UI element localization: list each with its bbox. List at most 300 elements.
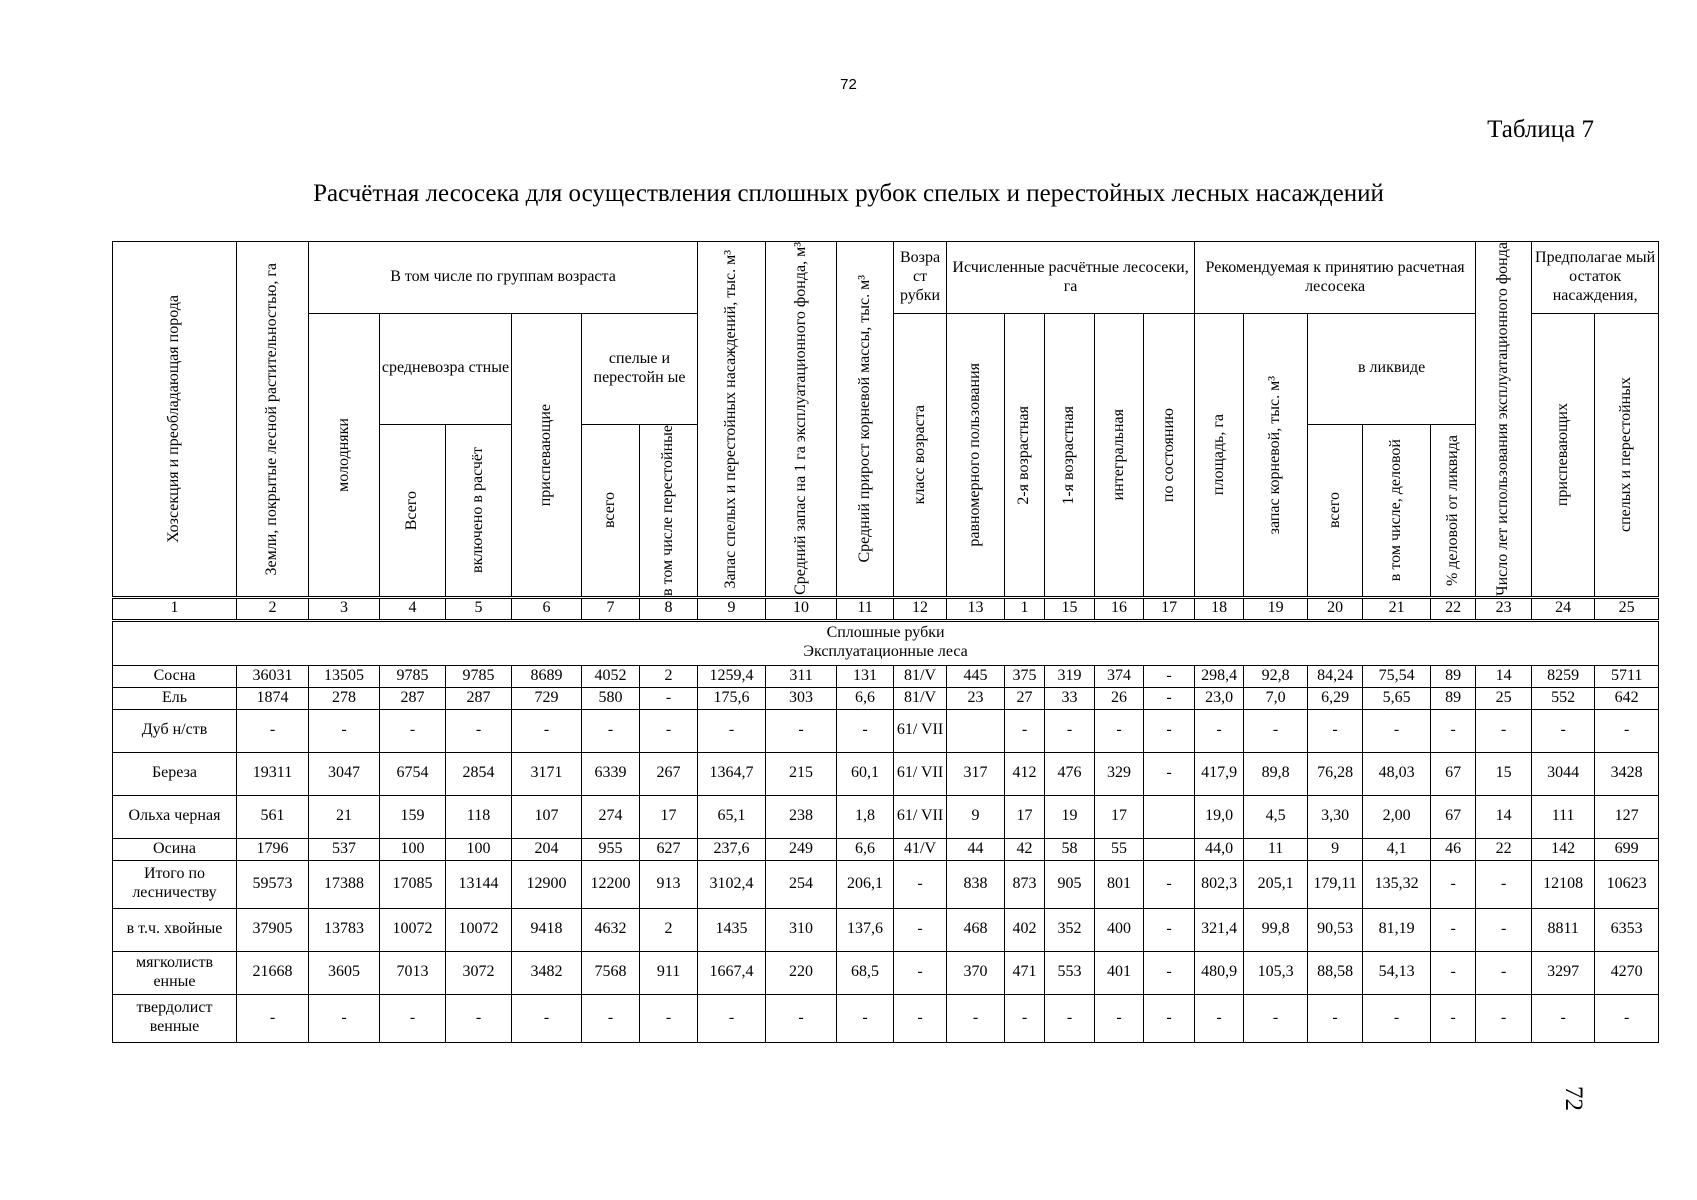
table-cell: -	[894, 860, 947, 908]
table-cell: -	[1144, 687, 1195, 709]
table-cell: 44,0	[1195, 838, 1244, 860]
table-cell: 205,1	[1244, 860, 1308, 908]
column-number: 7	[582, 597, 640, 620]
header-integral: интегральная	[1095, 314, 1144, 598]
table-cell: 33	[1045, 687, 1095, 709]
table-cell: 5711	[1595, 665, 1659, 687]
table-cell	[947, 709, 1005, 752]
table-cell: 6,29	[1308, 687, 1363, 709]
table-cell: 61/ VII	[894, 709, 947, 752]
table-cell: 1796	[237, 838, 309, 860]
table-cell: 370	[947, 951, 1005, 994]
table-cell: -	[1144, 752, 1195, 795]
table-cell: -	[237, 994, 309, 1042]
table-cell: -	[512, 709, 582, 752]
table-title: Расчётная лесосека для осуществления сплошных рубок спелых и перестойных лесных насаждений	[313, 180, 1384, 207]
table-cell: 4,5	[1244, 795, 1308, 838]
column-number: 10	[766, 597, 837, 620]
header-area: площадь, га	[1195, 314, 1244, 598]
table-cell: 2	[640, 908, 698, 951]
header-liquid: в ликвиде	[1308, 314, 1476, 425]
table-cell: 3605	[309, 951, 380, 994]
table-cell: 476	[1045, 752, 1095, 795]
row-label: Сосна	[113, 665, 237, 687]
table-cell: 19	[1045, 795, 1095, 838]
table-cell: 11	[1244, 838, 1308, 860]
table-cell: -	[894, 994, 947, 1042]
column-number: 8	[640, 597, 698, 620]
table-cell: 1667,4	[698, 951, 766, 994]
header-business-percent: % деловой от ликвида	[1431, 424, 1476, 597]
table-row	[113, 795, 1659, 838]
table-cell: -	[894, 951, 947, 994]
table-cell: 905	[1045, 860, 1095, 908]
table-cell: 642	[1595, 687, 1659, 709]
table-cell: 215	[766, 752, 837, 795]
table-cell: 89	[1431, 665, 1476, 687]
table-cell: -	[640, 994, 698, 1042]
column-number: 11	[837, 597, 894, 620]
header-remainder: Предполагае мый остаток насаждения,	[1532, 242, 1659, 314]
row-label: в т.ч. хвойные	[113, 908, 237, 951]
table-cell: -	[1195, 709, 1244, 752]
table-cell: 42	[1005, 838, 1045, 860]
table-cell: 23,0	[1195, 687, 1244, 709]
row-label: Ель	[113, 687, 237, 709]
table-cell: -	[1144, 908, 1195, 951]
column-number: 22	[1431, 597, 1476, 620]
table-cell: 3428	[1595, 752, 1659, 795]
table-cell: 8811	[1532, 908, 1595, 951]
table-cell: 206,1	[837, 860, 894, 908]
row-label: Береза	[113, 752, 237, 795]
table-cell: -	[309, 709, 380, 752]
table-cell: 4632	[582, 908, 640, 951]
table-cell: 287	[446, 687, 512, 709]
table-cell: 61/ VII	[894, 795, 947, 838]
table-cell: -	[1476, 994, 1532, 1042]
table-cell: -	[446, 709, 512, 752]
table-cell	[1144, 838, 1195, 860]
table-cell: 12108	[1532, 860, 1595, 908]
header-age-class: класс возраста	[894, 314, 947, 598]
table-cell: -	[1144, 665, 1195, 687]
table-cell: 3102,4	[698, 860, 766, 908]
table-cell: 13505	[309, 665, 380, 687]
table-cell: 204	[512, 838, 582, 860]
table-cell: 3297	[1532, 951, 1595, 994]
table-cell: 131	[837, 665, 894, 687]
table-cell: -	[582, 994, 640, 1042]
table-cell: 60,1	[837, 752, 894, 795]
table-cell: 159	[380, 795, 446, 838]
column-number: 20	[1308, 597, 1363, 620]
table-row	[113, 994, 1659, 1042]
column-number: 2	[237, 597, 309, 620]
table-cell	[1144, 795, 1195, 838]
row-label: твердолист венные	[113, 994, 237, 1042]
table-cell: -	[1431, 951, 1476, 994]
table-cell: -	[1308, 994, 1363, 1042]
table-cell: 913	[640, 860, 698, 908]
table-cell: 88,58	[1308, 951, 1363, 994]
table-cell: -	[1144, 860, 1195, 908]
table-cell: 137,6	[837, 908, 894, 951]
table-cell: 802,3	[1195, 860, 1244, 908]
table-cell: 89,8	[1244, 752, 1308, 795]
table-cell: 8259	[1532, 665, 1595, 687]
header-years-use: Число лет использования эксплуатационного фонда	[1476, 242, 1532, 598]
header-avg-growth: Средний прирост корневой массы, тыс. м³	[837, 242, 894, 598]
table-cell: 471	[1005, 951, 1045, 994]
table-cell: 911	[640, 951, 698, 994]
header-overmature: в том числе перестойные	[640, 424, 698, 597]
table-cell: 873	[1005, 860, 1045, 908]
column-number: 15	[1045, 597, 1095, 620]
table-cell: -	[640, 687, 698, 709]
header-age-groups: В том числе по группам возраста	[309, 242, 698, 314]
table-cell: 23	[947, 687, 1005, 709]
page-number-top: 72	[840, 76, 857, 93]
table-row	[113, 838, 1659, 860]
table-cell: 445	[947, 665, 1005, 687]
column-number: 19	[1244, 597, 1308, 620]
table-cell: 127	[1595, 795, 1659, 838]
table-cell: 1259,4	[698, 665, 766, 687]
table-cell: 6,6	[837, 687, 894, 709]
header-avg-stock: Средний запас на 1 га эксплуатационного фонда, м³	[766, 242, 837, 598]
column-number-row	[113, 597, 1659, 620]
table-cell: 12900	[512, 860, 582, 908]
header-even-use: равномерного пользования	[947, 314, 1005, 598]
table-cell: 627	[640, 838, 698, 860]
table-cell: 67	[1431, 795, 1476, 838]
table-cell: 1,8	[837, 795, 894, 838]
column-number: 5	[446, 597, 512, 620]
section-heading-row	[113, 620, 1659, 665]
table-cell: 468	[947, 908, 1005, 951]
table-cell: 298,4	[1195, 665, 1244, 687]
column-number: 4	[380, 597, 446, 620]
column-number: 1	[113, 597, 237, 620]
table-cell: 4270	[1595, 951, 1659, 994]
header-cutting-age: Возра ст рубки	[894, 242, 947, 314]
table-cell: 61/ VII	[894, 752, 947, 795]
table-cell: 5,65	[1363, 687, 1431, 709]
table-cell: 699	[1595, 838, 1659, 860]
table-cell: 9	[947, 795, 1005, 838]
table-cell: -	[837, 709, 894, 752]
table-cell: 142	[1532, 838, 1595, 860]
table-cell: 105,3	[1244, 951, 1308, 994]
table-cell: 21	[309, 795, 380, 838]
table-row	[113, 709, 1659, 752]
section-forest-category: Эксплуатационные леса	[803, 643, 968, 661]
table-cell: 274	[582, 795, 640, 838]
table-cell: 3,30	[1308, 795, 1363, 838]
table-cell: 13144	[446, 860, 512, 908]
column-number: 18	[1195, 597, 1244, 620]
table-cell: 278	[309, 687, 380, 709]
table-cell: 17	[1095, 795, 1144, 838]
table-cell: -	[1308, 709, 1363, 752]
table-cell: 3072	[446, 951, 512, 994]
table-cell: 838	[947, 860, 1005, 908]
table-cell: 4,1	[1363, 838, 1431, 860]
table-cell: 84,24	[1308, 665, 1363, 687]
table-cell: -	[1244, 709, 1308, 752]
table-cell: -	[766, 994, 837, 1042]
table-cell: -	[1476, 709, 1532, 752]
table-cell: -	[1431, 860, 1476, 908]
table-row	[113, 665, 1659, 687]
table-cell: 55	[1095, 838, 1144, 860]
table-cell: 68,5	[837, 951, 894, 994]
table-cell: -	[1363, 994, 1431, 1042]
table-cell: 25	[1476, 687, 1532, 709]
column-number: 16	[1095, 597, 1144, 620]
table-cell: -	[837, 994, 894, 1042]
header-mature-stock: Запас спелых и перестойных насаждений, тыс. м³	[698, 242, 766, 598]
table-cell: 352	[1045, 908, 1095, 951]
table-cell: 249	[766, 838, 837, 860]
table-cell: 955	[582, 838, 640, 860]
table-cell: -	[1532, 709, 1595, 752]
table-cell: -	[1431, 994, 1476, 1042]
table-cell: -	[1005, 709, 1045, 752]
table-cell: 99,8	[1244, 908, 1308, 951]
table-cell: 7568	[582, 951, 640, 994]
table-cell: 19,0	[1195, 795, 1244, 838]
column-number: 24	[1532, 597, 1595, 620]
table-cell: -	[1476, 951, 1532, 994]
table-row	[113, 951, 1659, 994]
header-maturing: приспевающие	[512, 314, 582, 598]
table-cell: 36031	[237, 665, 309, 687]
table-cell: 81/V	[894, 665, 947, 687]
section-cut-type: Сплошные рубки	[826, 624, 945, 642]
table-cell: 15	[1476, 752, 1532, 795]
table-cell: -	[237, 709, 309, 752]
column-number: 3	[309, 597, 380, 620]
table-cell: 118	[446, 795, 512, 838]
table-cell: 4052	[582, 665, 640, 687]
table-cell: 254	[766, 860, 837, 908]
table-cell: -	[309, 994, 380, 1042]
header-middle-aged: средневозра стные	[380, 314, 512, 425]
table-cell: 46	[1431, 838, 1476, 860]
header-calculated-cuts: Исчисленные расчётные лесосеки, га	[947, 242, 1195, 314]
table-cell: 801	[1095, 860, 1144, 908]
table-cell: -	[1532, 994, 1595, 1042]
table-cell: 729	[512, 687, 582, 709]
header-recommended-cut: Рекомендуемая к принятию расчетная лесосека	[1195, 242, 1476, 314]
table-cell: 76,28	[1308, 752, 1363, 795]
table-cell: -	[1045, 709, 1095, 752]
table-cell: 21668	[237, 951, 309, 994]
table-cell: -	[1095, 994, 1144, 1042]
table-cell: 17	[1005, 795, 1045, 838]
table-cell: 9418	[512, 908, 582, 951]
header-middle-total: Всего	[380, 424, 446, 597]
table-cell: 14	[1476, 665, 1532, 687]
table-cell: -	[380, 709, 446, 752]
table-cell: 92,8	[1244, 665, 1308, 687]
table-cell: 552	[1532, 687, 1595, 709]
table-cell: 303	[766, 687, 837, 709]
table-cell: -	[1144, 709, 1195, 752]
row-label: мягколиств енные	[113, 951, 237, 994]
table-row	[113, 687, 1659, 709]
table-cell: 6754	[380, 752, 446, 795]
row-label: Осина	[113, 838, 237, 860]
table-cell: 3171	[512, 752, 582, 795]
table-cell: 3047	[309, 752, 380, 795]
table-cell: -	[766, 709, 837, 752]
header-middle-included: включено в расчёт	[446, 424, 512, 597]
header-rem-maturing: приспевающих	[1532, 314, 1595, 598]
column-number: 6	[512, 597, 582, 620]
table-cell: 58	[1045, 838, 1095, 860]
table-cell: -	[1005, 994, 1045, 1042]
column-number: 12	[894, 597, 947, 620]
header-young: молодняки	[309, 314, 380, 598]
table-cell: 59573	[237, 860, 309, 908]
table-cell: 48,03	[1363, 752, 1431, 795]
header-mature-over: спелые и перестойн ые	[582, 314, 698, 425]
table-cell: 10072	[380, 908, 446, 951]
table-cell: -	[1476, 908, 1532, 951]
table-cell: 400	[1095, 908, 1144, 951]
table-cell: 89	[1431, 687, 1476, 709]
table-cell: 75,54	[1363, 665, 1431, 687]
table-cell: -	[640, 709, 698, 752]
table-cell: 12200	[582, 860, 640, 908]
table-cell: 111	[1532, 795, 1595, 838]
table-cell: 10072	[446, 908, 512, 951]
header-liquid-total: всего	[1308, 424, 1363, 597]
table-cell: -	[1363, 709, 1431, 752]
table-cell: -	[1431, 709, 1476, 752]
table-cell: 238	[766, 795, 837, 838]
column-number: 9	[698, 597, 766, 620]
table-cell: 41/V	[894, 838, 947, 860]
table-cell: 10623	[1595, 860, 1659, 908]
header-section-species: Хозсекция и преобладающая порода	[113, 242, 237, 598]
table-cell: 17	[640, 795, 698, 838]
column-number: 21	[1363, 597, 1431, 620]
header-root-stock: запас корневой, тыс. м³	[1244, 314, 1308, 598]
table-cell: 179,11	[1308, 860, 1363, 908]
table-cell: 9	[1308, 838, 1363, 860]
table-cell: 311	[766, 665, 837, 687]
table-cell: 374	[1095, 665, 1144, 687]
row-label: Дуб н/ств	[113, 709, 237, 752]
table-cell: 81/V	[894, 687, 947, 709]
table-cell: -	[446, 994, 512, 1042]
table-cell: 135,32	[1363, 860, 1431, 908]
table-cell: 402	[1005, 908, 1045, 951]
table-cell: 90,53	[1308, 908, 1363, 951]
table-cell: 417,9	[1195, 752, 1244, 795]
header-forested-land: Земли, покрытые лесной растительностью, га	[237, 242, 309, 598]
header-by-condition: по состоянию	[1144, 314, 1195, 598]
table-row	[113, 752, 1659, 795]
column-number: 17	[1144, 597, 1195, 620]
table-cell: 175,6	[698, 687, 766, 709]
table-cell: 3482	[512, 951, 582, 994]
table-cell: 2,00	[1363, 795, 1431, 838]
allowable-cut-table	[112, 241, 1659, 1043]
table-cell: 3044	[1532, 752, 1595, 795]
table-cell: -	[1045, 994, 1095, 1042]
table-cell: -	[1244, 994, 1308, 1042]
table-cell: 65,1	[698, 795, 766, 838]
table-cell: 27	[1005, 687, 1045, 709]
table-cell: 107	[512, 795, 582, 838]
table-cell: 6339	[582, 752, 640, 795]
table-cell: 310	[766, 908, 837, 951]
table-cell: 9785	[380, 665, 446, 687]
table-cell: 100	[446, 838, 512, 860]
table-cell: 7013	[380, 951, 446, 994]
table-cell: 17085	[380, 860, 446, 908]
table-cell: 22	[1476, 838, 1532, 860]
header-rem-mature: спелых и перестойных	[1595, 314, 1659, 598]
header-second-age: 2-я возрастная	[1005, 314, 1045, 598]
table-cell: 287	[380, 687, 446, 709]
table-cell: 480,9	[1195, 951, 1244, 994]
table-cell: -	[698, 709, 766, 752]
table-label: Таблица 7	[1487, 116, 1594, 143]
table-cell: 17388	[309, 860, 380, 908]
table-cell: -	[512, 994, 582, 1042]
table-cell: -	[1431, 908, 1476, 951]
table-cell: 329	[1095, 752, 1144, 795]
table-cell: 67	[1431, 752, 1476, 795]
column-number: 23	[1476, 597, 1532, 620]
header-first-age: 1-я возрастная	[1045, 314, 1095, 598]
page-number-side: 72	[1560, 1086, 1587, 1111]
table-cell: 553	[1045, 951, 1095, 994]
table-cell: 1435	[698, 908, 766, 951]
table-cell: 7,0	[1244, 687, 1308, 709]
header-mature-total: всего	[582, 424, 640, 597]
row-label: Итого по лесничеству	[113, 860, 237, 908]
column-number: 25	[1595, 597, 1659, 620]
table-cell: 9785	[446, 665, 512, 687]
table-cell: 54,13	[1363, 951, 1431, 994]
table-cell: -	[1476, 860, 1532, 908]
table-cell: -	[1595, 994, 1659, 1042]
table-cell: 100	[380, 838, 446, 860]
table-cell: 14	[1476, 795, 1532, 838]
table-cell: 237,6	[698, 838, 766, 860]
table-cell: 537	[309, 838, 380, 860]
table-cell: -	[1095, 709, 1144, 752]
table-cell: 2854	[446, 752, 512, 795]
table-cell: 8689	[512, 665, 582, 687]
table-cell: -	[894, 908, 947, 951]
table-body	[113, 665, 1659, 1042]
table-cell: -	[1595, 709, 1659, 752]
table-cell: 81,19	[1363, 908, 1431, 951]
table-cell: 317	[947, 752, 1005, 795]
table-cell: 321,4	[1195, 908, 1244, 951]
table-cell: -	[380, 994, 446, 1042]
table-cell: 412	[1005, 752, 1045, 795]
table-cell: 6,6	[837, 838, 894, 860]
